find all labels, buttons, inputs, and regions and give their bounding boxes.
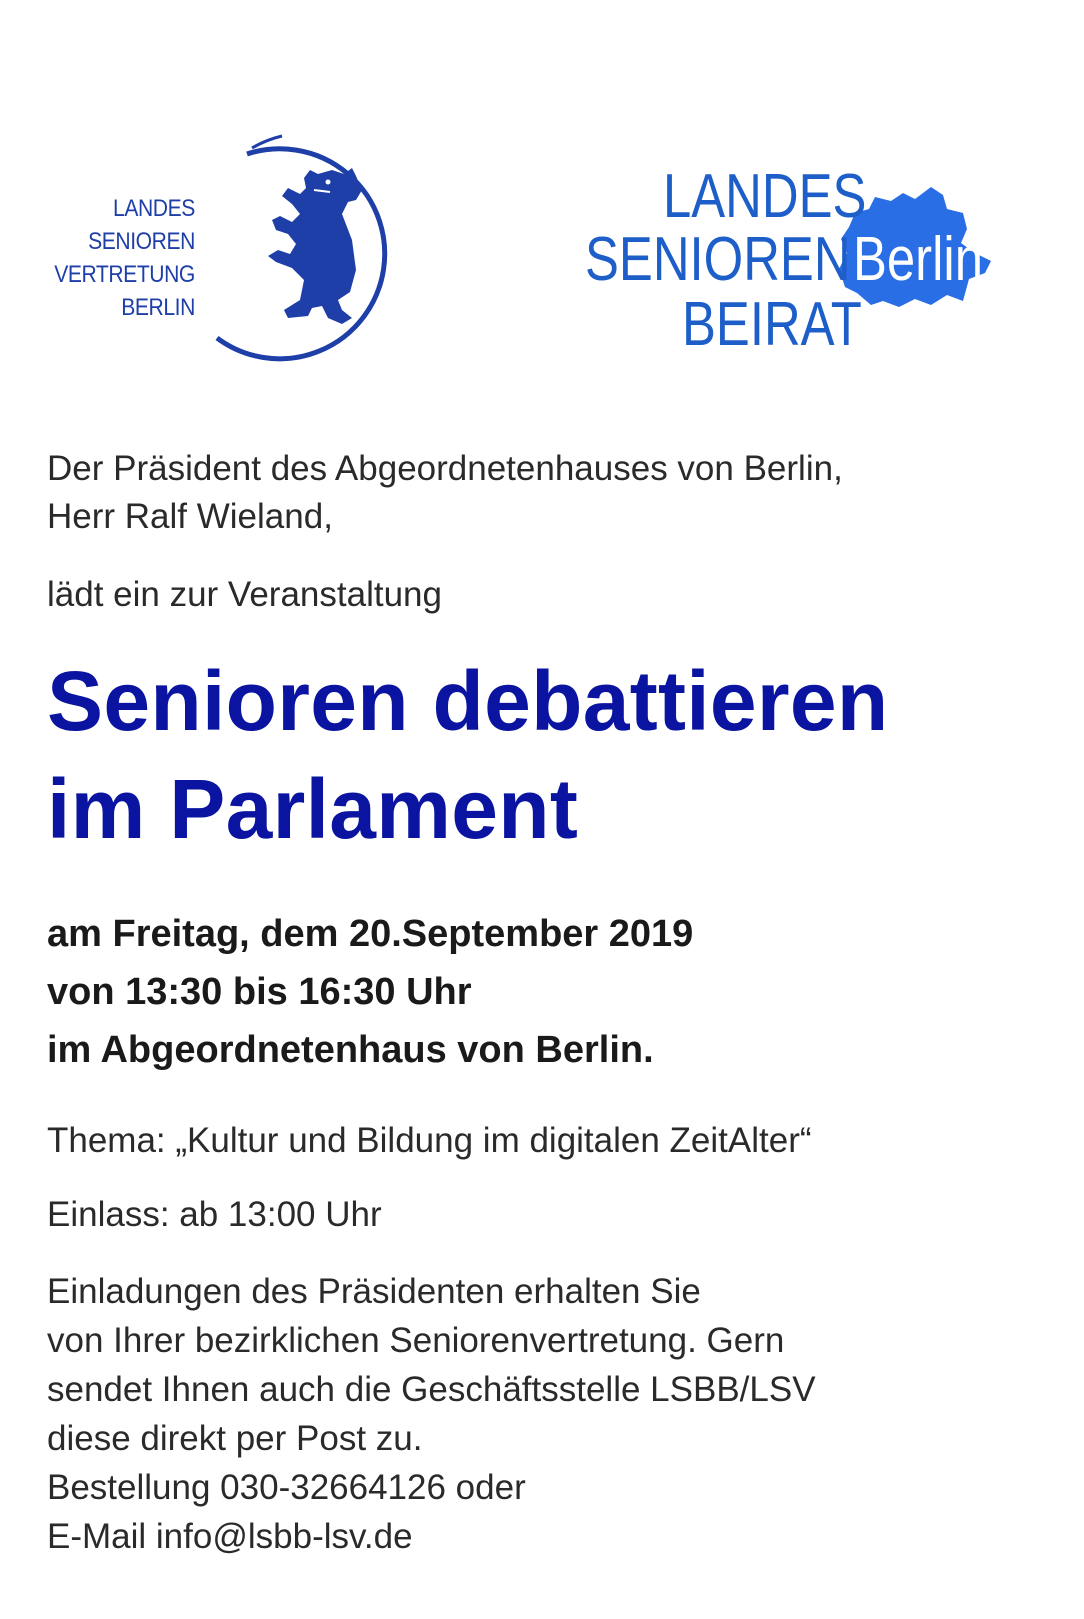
lsv-line-1: LANDES: [113, 195, 195, 222]
lsb-line-2: SENIOREN: [585, 225, 851, 294]
event-title-line-2: im Parlament: [47, 762, 579, 856]
lsv-logo-text: [54, 192, 195, 324]
lsb-line-1: LANDES: [663, 162, 867, 231]
invitation-body: [47, 445, 1057, 1561]
event-date: am Freitag, dem 20.September 2019: [47, 913, 694, 955]
lsb-berlin-word: Berlin: [853, 225, 983, 294]
lsv-line-4: BERLIN: [121, 294, 195, 321]
intro-line-invites: lädt ein zur Veranstaltung: [47, 575, 442, 614]
info-line: Einladungen des Präsidenten erhalten Sie: [47, 1272, 701, 1311]
info-line: diese direkt per Post zu.: [47, 1419, 423, 1458]
lsv-line-2: SENIOREN: [88, 228, 195, 255]
info-line: sendet Ihnen auch die Geschäftsstelle LSBB/LSV: [47, 1370, 816, 1409]
lsv-logo: [54, 130, 400, 370]
intro-block: [47, 445, 1057, 541]
lsb-logo: [585, 162, 1035, 365]
event-place: im Abgeordnetenhaus von Berlin.: [47, 1029, 654, 1071]
lsb-line-3: BEIRAT: [682, 290, 862, 359]
event-title-line-1: Senioren debattieren: [47, 654, 889, 748]
info-line-email: E-Mail info@lsbb-lsv.de: [47, 1517, 413, 1556]
intro-line-name: Herr Ralf Wieland,: [47, 497, 333, 536]
ordering-info: [47, 1267, 1057, 1561]
lsv-line-3: VERTRETUNG: [54, 261, 195, 288]
berlin-bear-icon: [192, 130, 442, 365]
info-line: von Ihrer bezirklichen Seniorenvertretung. Gern: [47, 1321, 785, 1360]
event-title: [47, 647, 1057, 863]
event-details: [47, 905, 1057, 1079]
event-time: von 13:30 bis 16:30 Uhr: [47, 971, 472, 1013]
info-line-phone: Bestellung 030-32664126 oder: [47, 1468, 526, 1507]
event-entry-time: Einlass: ab 13:00 Uhr: [47, 1195, 382, 1234]
intro-line-president: Der Präsident des Abgeordnetenhauses von Berlin,: [47, 449, 843, 488]
event-topic: Thema: „Kultur und Bildung im digitalen ZeitAlter“: [47, 1121, 812, 1160]
